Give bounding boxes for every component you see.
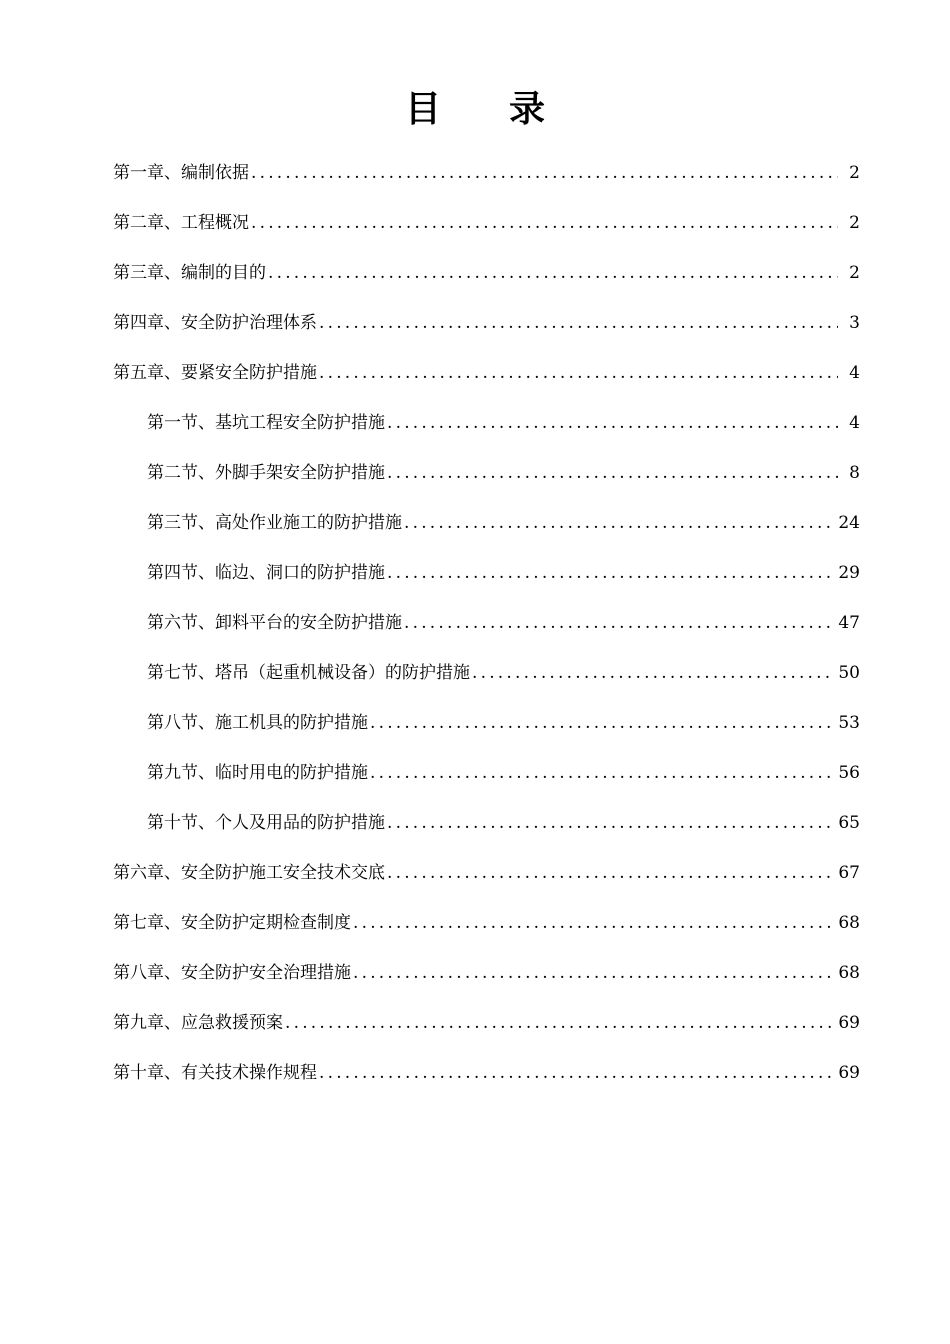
toc-entry-page: 69 bbox=[838, 1063, 860, 1083]
toc-sub-entry[interactable] bbox=[147, 748, 860, 798]
toc-entry-label: 第二节、外脚手架安全防护措施 bbox=[147, 463, 385, 483]
toc-leader-dots bbox=[472, 661, 832, 685]
toc-entry-label: 第三节、高处作业施工的防护措施 bbox=[147, 513, 402, 533]
toc-entry-label: 第八章、安全防护安全治理措施 bbox=[113, 963, 351, 983]
toc-entry[interactable] bbox=[113, 898, 860, 948]
toc-entry-page: 53 bbox=[838, 713, 860, 733]
toc-leader-dots bbox=[251, 211, 838, 235]
toc-entry-label: 第七节、塔吊（起重机械设备）的防护措施 bbox=[147, 663, 470, 683]
toc-leader-dots bbox=[285, 1011, 832, 1035]
toc-sub-entry[interactable] bbox=[147, 798, 860, 848]
toc-entry[interactable] bbox=[113, 198, 860, 248]
toc-entry-label: 第九章、应急救援预案 bbox=[113, 1013, 283, 1033]
toc-leader-dots bbox=[268, 261, 838, 285]
toc-entry[interactable] bbox=[113, 248, 860, 298]
toc-entry-label: 第一章、编制依据 bbox=[113, 163, 249, 183]
toc-entry-label: 第二章、工程概况 bbox=[113, 213, 249, 233]
toc-entry-page: 4 bbox=[849, 413, 860, 433]
toc-entry[interactable] bbox=[113, 948, 860, 998]
toc-leader-dots bbox=[370, 711, 832, 735]
toc-entry[interactable] bbox=[113, 148, 860, 198]
toc-leader-dots bbox=[319, 311, 838, 335]
toc-entry-label: 第六章、安全防护施工安全技术交底 bbox=[113, 863, 385, 883]
toc-entry-page: 68 bbox=[838, 963, 860, 983]
toc-leader-dots bbox=[353, 911, 832, 935]
toc-entry-page: 2 bbox=[849, 263, 860, 283]
toc-sub-entry[interactable] bbox=[147, 548, 860, 598]
toc-leader-dots bbox=[404, 511, 832, 535]
toc-entry[interactable] bbox=[113, 348, 860, 398]
toc-leader-dots bbox=[387, 861, 832, 885]
toc-entry-page: 3 bbox=[849, 313, 860, 333]
toc-entry-page: 2 bbox=[849, 213, 860, 233]
toc-entry-page: 29 bbox=[838, 563, 860, 583]
toc-entry-label: 第六节、卸料平台的安全防护措施 bbox=[147, 613, 402, 633]
toc-leader-dots bbox=[387, 411, 838, 435]
toc-entry-page: 69 bbox=[838, 1013, 860, 1033]
toc-entry-page: 68 bbox=[838, 913, 860, 933]
toc-entry-label: 第四节、临边、洞口的防护措施 bbox=[147, 563, 385, 583]
toc-entry[interactable] bbox=[113, 1048, 860, 1098]
toc-sub-entry[interactable] bbox=[147, 648, 860, 698]
toc-entry-label: 第三章、编制的目的 bbox=[113, 263, 266, 283]
toc-leader-dots bbox=[404, 611, 832, 635]
toc-entry-page: 56 bbox=[838, 763, 860, 783]
toc-sub-entry[interactable] bbox=[147, 498, 860, 548]
toc-leader-dots bbox=[387, 811, 832, 835]
toc-leader-dots bbox=[251, 161, 838, 185]
toc-leader-dots bbox=[387, 561, 832, 585]
toc-sub-entry[interactable] bbox=[147, 598, 860, 648]
toc-leader-dots bbox=[370, 761, 832, 785]
toc-entry-page: 47 bbox=[838, 613, 860, 633]
toc-sub-entry[interactable] bbox=[147, 698, 860, 748]
toc-entry-label: 第十章、有关技术操作规程 bbox=[113, 1063, 317, 1083]
toc-leader-dots bbox=[353, 961, 832, 985]
toc-entry-label: 第九节、临时用电的防护措施 bbox=[147, 763, 368, 783]
toc-entry-page: 4 bbox=[849, 363, 860, 383]
toc-entry[interactable] bbox=[113, 848, 860, 898]
toc-entry-label: 第五章、要紧安全防护措施 bbox=[113, 363, 317, 383]
toc-entry[interactable] bbox=[113, 998, 860, 1048]
toc-leader-dots bbox=[387, 461, 838, 485]
toc-entry-label: 第一节、基坑工程安全防护措施 bbox=[147, 413, 385, 433]
toc-entry-page: 67 bbox=[838, 863, 860, 883]
toc-sub-entry[interactable] bbox=[147, 448, 860, 498]
toc-entry-label: 第十节、个人及用品的防护措施 bbox=[147, 813, 385, 833]
toc-entry-label: 第八节、施工机具的防护措施 bbox=[147, 713, 368, 733]
toc-leader-dots bbox=[319, 361, 838, 385]
toc-entry-page: 2 bbox=[849, 163, 860, 183]
toc-entry-page: 24 bbox=[838, 513, 860, 533]
toc-sub-entry[interactable] bbox=[147, 398, 860, 448]
toc-title bbox=[0, 82, 950, 136]
toc-title-char-1: 目 bbox=[404, 88, 441, 130]
toc-title-char-2: 录 bbox=[509, 88, 546, 130]
toc-entry[interactable] bbox=[113, 298, 860, 348]
toc-entry-page: 8 bbox=[849, 463, 860, 483]
toc-entry-label: 第七章、安全防护定期检查制度 bbox=[113, 913, 351, 933]
toc-entry-label: 第四章、安全防护治理体系 bbox=[113, 313, 317, 333]
toc-entry-page: 65 bbox=[838, 813, 860, 833]
toc-entry-page: 50 bbox=[838, 663, 860, 683]
toc-leader-dots bbox=[319, 1061, 832, 1085]
